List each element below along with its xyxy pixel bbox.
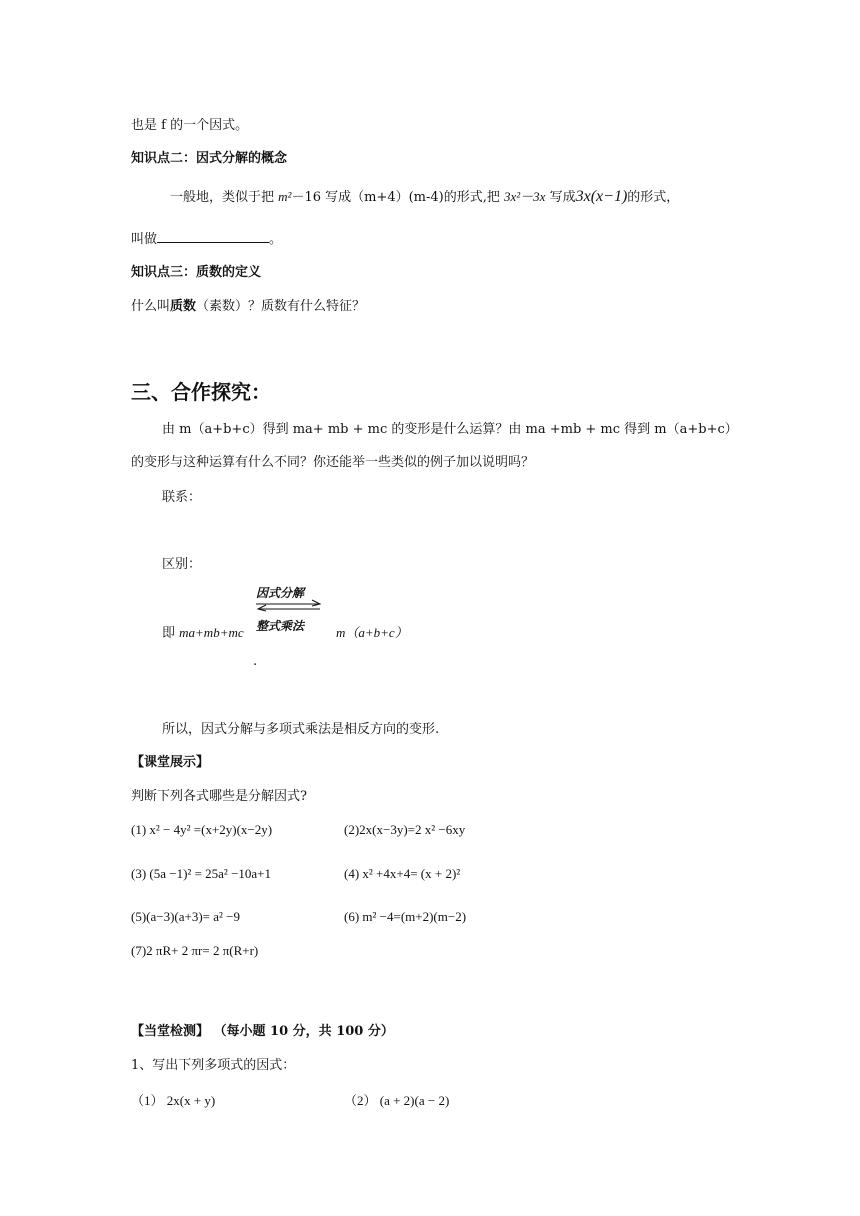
heading-in-class-test: 【当堂检测】 （每小题 10 分，共 100 分） [131,1024,394,1039]
answer-blank[interactable] [157,230,269,243]
paragraph-line-2: 的变形与这种运算有什么不同？你还能举一些类似的例子加以说明吗？ [131,455,535,470]
line-factor-f: 也是 f 的一个因式。 [131,118,249,133]
result-factored: m（a+b+c） [336,625,408,640]
line-factor-concept: 一般地，类似于把 m²－16 写成（m+4）(m-4)的形式,把 3x²－3x 写成3x(x−1)的形式， [170,188,680,205]
heading-knowledge-2: 知识点二：因式分解的概念 [131,151,288,166]
line-conclusion: 所以，因式分解与多项式乘法是相反方向的变形. [162,722,440,737]
section-heading-3: 三、合作探究： [131,380,271,404]
question-1-part-2: （2） (a + 2)(a − 2) [344,1093,450,1108]
dot: . [253,654,258,669]
line-judge: 判断下列各式哪些是分解因式? [131,789,307,804]
exercise-4: (4) x² +4x+4= (x + 2)² [344,866,461,881]
line-prime-question: 什么叫质数（素数）？质数有什么特征？ [131,299,366,314]
exercise-3: (3) (5a −1)² = 25a² −10a+1 [131,866,271,881]
heading-classroom-display: 【课堂展示】 [131,755,210,770]
heading-knowledge-3: 知识点三：质数的定义 [131,265,262,280]
double-arrow-diagram [254,584,324,634]
exercise-7: (7)2 πR+ 2 πr= 2 π(R+r) [131,943,259,958]
label-difference: 区别： [162,557,202,572]
question-1-part-1: （1） 2x(x + y) [131,1093,216,1108]
line-ji: 即 ma+mb+mc [162,625,244,641]
exercise-6: (6) m² −4=(m+2)(m−2) [344,909,467,924]
exercise-1: (1) x² − 4y² =(x+2y)(x−2y) [131,822,273,837]
line-called: 叫做 。 [131,232,283,247]
question-1: 1、写出下列多项式的因式： [131,1058,296,1073]
label-factorization: 因式分解 [256,586,305,600]
exercise-2: (2)2x(x−3y)=2 x² −6xy [344,822,466,837]
label-connection: 联系： [162,490,202,505]
exercise-5: (5)(a−3)(a+3)= a² −9 [131,909,241,924]
label-multiplication: 整式乘法 [256,619,305,633]
paragraph-line-1: 由 m（a+b+c）得到 ma+ mb + mc 的变形是什么运算？由 ma +mb + mc 得到 m（a+b+c） [162,422,738,437]
